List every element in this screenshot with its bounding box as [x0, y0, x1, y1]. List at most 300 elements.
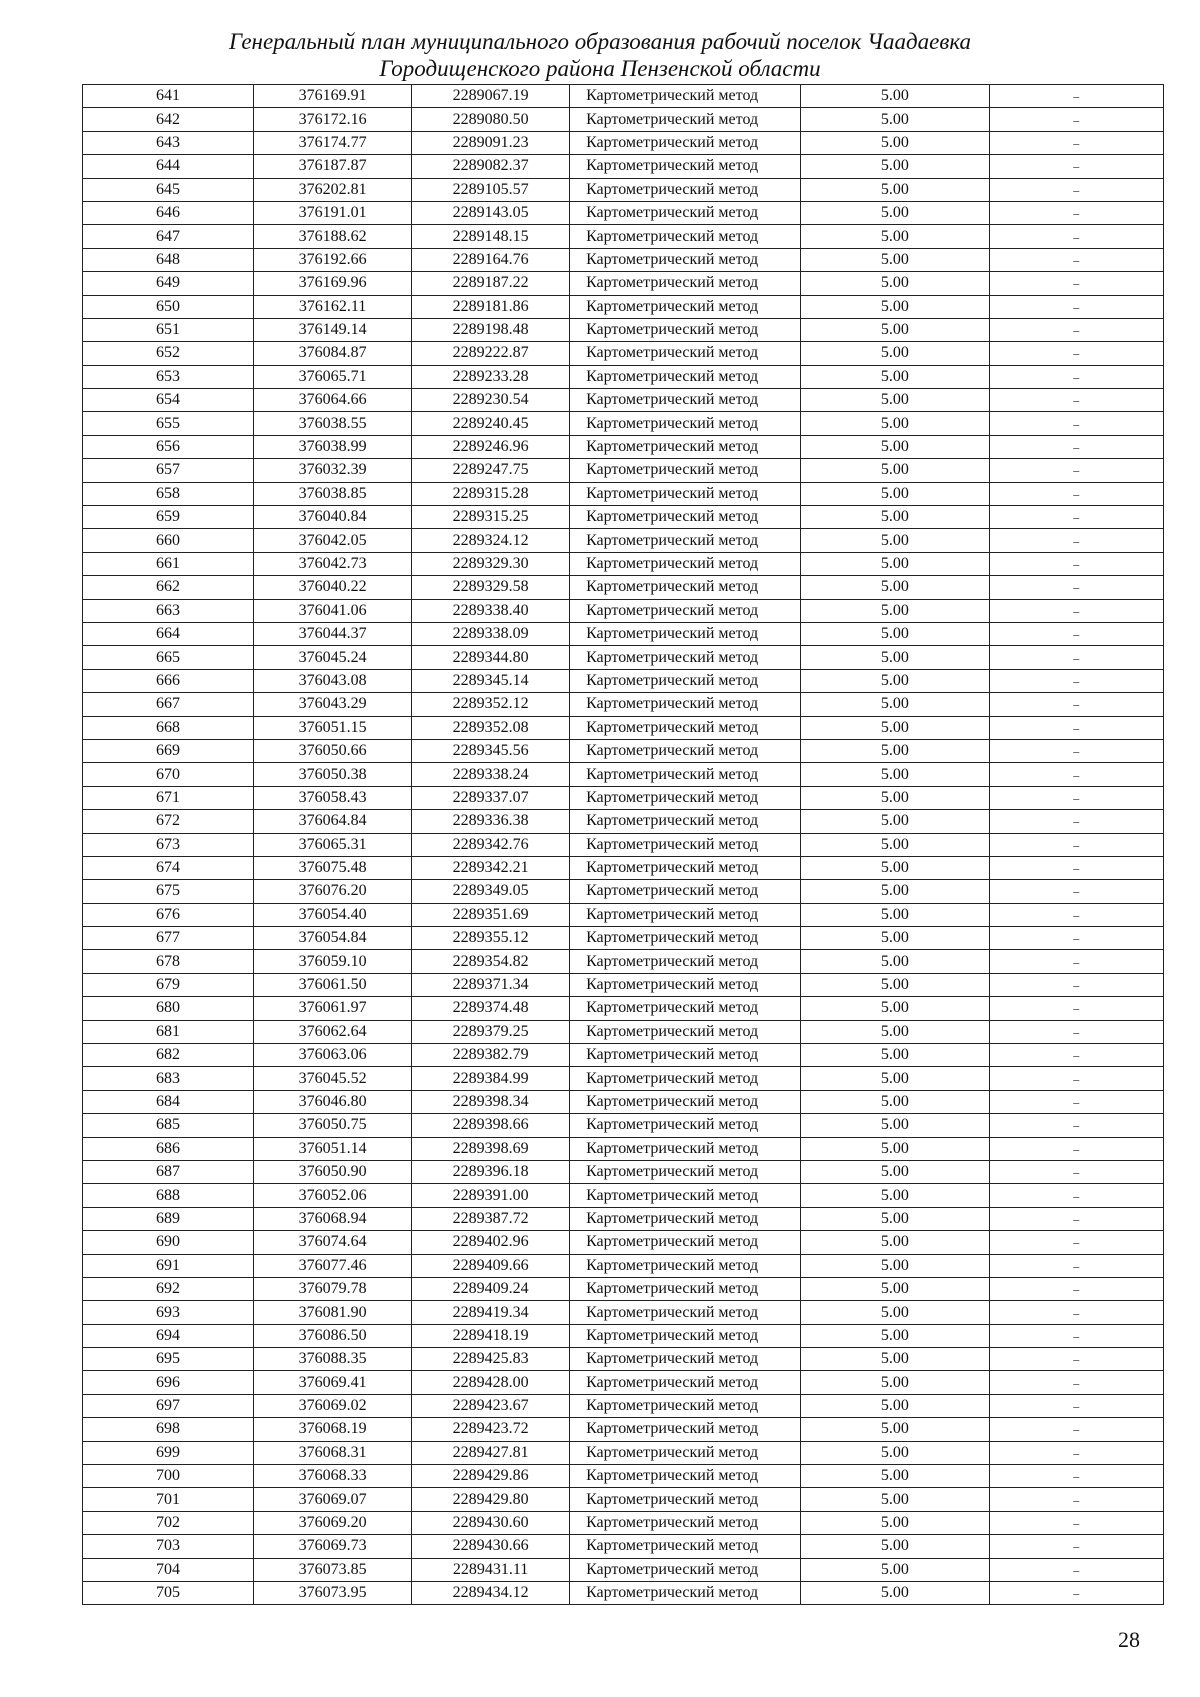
- x-coordinate-cell: 376051.15: [254, 716, 412, 739]
- method-cell: Картометрический метод: [570, 880, 801, 903]
- y-coordinate-cell: 2289181.86: [412, 295, 570, 318]
- table-row: [83, 576, 1164, 599]
- accuracy-cell: 5.00: [801, 529, 990, 552]
- point-number-cell: 664: [83, 622, 254, 645]
- point-number-cell: 653: [83, 365, 254, 388]
- table-row: [83, 810, 1164, 833]
- y-coordinate-cell: 2289434.12: [412, 1582, 570, 1605]
- y-coordinate-cell: 2289222.87: [412, 342, 570, 365]
- method-cell: Картометрический метод: [570, 1348, 801, 1371]
- point-number-cell: 642: [83, 108, 254, 131]
- note-cell: –: [989, 1511, 1163, 1534]
- table-row: [83, 1465, 1164, 1488]
- note-cell: –: [989, 412, 1163, 435]
- point-number-cell: 699: [83, 1441, 254, 1464]
- y-coordinate-cell: 2289082.37: [412, 155, 570, 178]
- y-coordinate-cell: 2289352.08: [412, 716, 570, 739]
- x-coordinate-cell: 376050.75: [254, 1114, 412, 1137]
- x-coordinate-cell: 376058.43: [254, 786, 412, 809]
- point-number-cell: 666: [83, 669, 254, 692]
- table-row: [83, 903, 1164, 926]
- method-cell: Картометрический метод: [570, 833, 801, 856]
- note-cell: –: [989, 225, 1163, 248]
- y-coordinate-cell: 2289429.86: [412, 1465, 570, 1488]
- table-row: [83, 1184, 1164, 1207]
- table-row: [83, 178, 1164, 201]
- note-cell: –: [989, 85, 1163, 108]
- table-row: [83, 1371, 1164, 1394]
- accuracy-cell: 5.00: [801, 1465, 990, 1488]
- y-coordinate-cell: 2289423.72: [412, 1418, 570, 1441]
- method-cell: Картометрический метод: [570, 1441, 801, 1464]
- method-cell: Картометрический метод: [570, 599, 801, 622]
- x-coordinate-cell: 376044.37: [254, 622, 412, 645]
- point-number-cell: 700: [83, 1465, 254, 1488]
- note-cell: –: [989, 1067, 1163, 1090]
- accuracy-cell: 5.00: [801, 1020, 990, 1043]
- table-row: [83, 1114, 1164, 1137]
- note-cell: –: [989, 529, 1163, 552]
- note-cell: –: [989, 1535, 1163, 1558]
- table-row: [83, 552, 1164, 575]
- table-row: [83, 669, 1164, 692]
- point-number-cell: 697: [83, 1394, 254, 1417]
- note-cell: –: [989, 646, 1163, 669]
- method-cell: Картометрический метод: [570, 903, 801, 926]
- method-cell: Картометрический метод: [570, 1488, 801, 1511]
- point-number-cell: 687: [83, 1160, 254, 1183]
- note-cell: –: [989, 599, 1163, 622]
- table-row: [83, 646, 1164, 669]
- point-number-cell: 694: [83, 1324, 254, 1347]
- y-coordinate-cell: 2289187.22: [412, 272, 570, 295]
- x-coordinate-cell: 376077.46: [254, 1254, 412, 1277]
- point-number-cell: 678: [83, 950, 254, 973]
- x-coordinate-cell: 376088.35: [254, 1348, 412, 1371]
- accuracy-cell: 5.00: [801, 1371, 990, 1394]
- x-coordinate-cell: 376069.41: [254, 1371, 412, 1394]
- x-coordinate-cell: 376059.10: [254, 950, 412, 973]
- note-cell: –: [989, 1488, 1163, 1511]
- method-cell: Картометрический метод: [570, 927, 801, 950]
- table-row: [83, 1582, 1164, 1605]
- table-row: [83, 85, 1164, 108]
- table-row: [83, 529, 1164, 552]
- table-row: [83, 833, 1164, 856]
- y-coordinate-cell: 2289371.34: [412, 973, 570, 996]
- x-coordinate-cell: 376068.19: [254, 1418, 412, 1441]
- y-coordinate-cell: 2289428.00: [412, 1371, 570, 1394]
- point-number-cell: 662: [83, 576, 254, 599]
- method-cell: Картометрический метод: [570, 763, 801, 786]
- point-number-cell: 679: [83, 973, 254, 996]
- table-row: [83, 1535, 1164, 1558]
- method-cell: Картометрический метод: [570, 552, 801, 575]
- y-coordinate-cell: 2289418.19: [412, 1324, 570, 1347]
- accuracy-cell: 5.00: [801, 1184, 990, 1207]
- note-cell: –: [989, 108, 1163, 131]
- accuracy-cell: 5.00: [801, 1511, 990, 1534]
- x-coordinate-cell: 376041.06: [254, 599, 412, 622]
- accuracy-cell: 5.00: [801, 739, 990, 762]
- y-coordinate-cell: 2289230.54: [412, 389, 570, 412]
- accuracy-cell: 5.00: [801, 552, 990, 575]
- table-row: [83, 1394, 1164, 1417]
- note-cell: –: [989, 669, 1163, 692]
- accuracy-cell: 5.00: [801, 1067, 990, 1090]
- x-coordinate-cell: 376052.06: [254, 1184, 412, 1207]
- x-coordinate-cell: 376043.08: [254, 669, 412, 692]
- method-cell: Картометрический метод: [570, 342, 801, 365]
- table-row: [83, 1301, 1164, 1324]
- accuracy-cell: 5.00: [801, 833, 990, 856]
- x-coordinate-cell: 376068.31: [254, 1441, 412, 1464]
- x-coordinate-cell: 376187.87: [254, 155, 412, 178]
- x-coordinate-cell: 376051.14: [254, 1137, 412, 1160]
- method-cell: Картометрический метод: [570, 1511, 801, 1534]
- point-number-cell: 665: [83, 646, 254, 669]
- note-cell: –: [989, 880, 1163, 903]
- note-cell: –: [989, 295, 1163, 318]
- point-number-cell: 698: [83, 1418, 254, 1441]
- method-cell: Картометрический метод: [570, 178, 801, 201]
- x-coordinate-cell: 376086.50: [254, 1324, 412, 1347]
- x-coordinate-cell: 376068.33: [254, 1465, 412, 1488]
- method-cell: Картометрический метод: [570, 155, 801, 178]
- method-cell: Картометрический метод: [570, 1184, 801, 1207]
- note-cell: –: [989, 1207, 1163, 1230]
- y-coordinate-cell: 2289430.60: [412, 1511, 570, 1534]
- note-cell: –: [989, 716, 1163, 739]
- accuracy-cell: 5.00: [801, 622, 990, 645]
- method-cell: Картометрический метод: [570, 1277, 801, 1300]
- note-cell: –: [989, 272, 1163, 295]
- table-row: [83, 108, 1164, 131]
- header-title-line-1: Генеральный план муниципального образования рабочий поселок Чаадаевка: [228, 29, 972, 54]
- y-coordinate-cell: 2289431.11: [412, 1558, 570, 1581]
- table-row: [83, 1558, 1164, 1581]
- x-coordinate-cell: 376064.66: [254, 389, 412, 412]
- note-cell: –: [989, 973, 1163, 996]
- point-number-cell: 663: [83, 599, 254, 622]
- point-number-cell: 669: [83, 739, 254, 762]
- method-cell: Картометрический метод: [570, 1137, 801, 1160]
- table-row: [83, 1277, 1164, 1300]
- accuracy-cell: 5.00: [801, 1090, 990, 1113]
- accuracy-cell: 5.00: [801, 669, 990, 692]
- point-number-cell: 691: [83, 1254, 254, 1277]
- point-number-cell: 703: [83, 1535, 254, 1558]
- x-coordinate-cell: 376069.07: [254, 1488, 412, 1511]
- point-number-cell: 672: [83, 810, 254, 833]
- y-coordinate-cell: 2289315.28: [412, 482, 570, 505]
- y-coordinate-cell: 2289105.57: [412, 178, 570, 201]
- point-number-cell: 677: [83, 927, 254, 950]
- note-cell: –: [989, 155, 1163, 178]
- accuracy-cell: 5.00: [801, 318, 990, 341]
- accuracy-cell: 5.00: [801, 389, 990, 412]
- point-number-cell: 652: [83, 342, 254, 365]
- table-row: [83, 1137, 1164, 1160]
- y-coordinate-cell: 2289355.12: [412, 927, 570, 950]
- y-coordinate-cell: 2289342.76: [412, 833, 570, 856]
- table-row: [83, 201, 1164, 224]
- point-number-cell: 655: [83, 412, 254, 435]
- note-cell: –: [989, 997, 1163, 1020]
- accuracy-cell: 5.00: [801, 1301, 990, 1324]
- x-coordinate-cell: 376054.40: [254, 903, 412, 926]
- x-coordinate-cell: 376045.52: [254, 1067, 412, 1090]
- note-cell: –: [989, 1160, 1163, 1183]
- method-cell: Картометрический метод: [570, 529, 801, 552]
- x-coordinate-cell: 376068.94: [254, 1207, 412, 1230]
- y-coordinate-cell: 2289336.38: [412, 810, 570, 833]
- table-row: [83, 1418, 1164, 1441]
- coordinates-table: [82, 84, 1164, 1605]
- table-row: [83, 1511, 1164, 1534]
- accuracy-cell: 5.00: [801, 1535, 990, 1558]
- point-number-cell: 683: [83, 1067, 254, 1090]
- accuracy-cell: 5.00: [801, 856, 990, 879]
- page-number: 28: [1118, 1627, 1140, 1652]
- point-number-cell: 668: [83, 716, 254, 739]
- method-cell: Картометрический метод: [570, 669, 801, 692]
- y-coordinate-cell: 2289080.50: [412, 108, 570, 131]
- point-number-cell: 648: [83, 248, 254, 271]
- table-row: [83, 131, 1164, 154]
- y-coordinate-cell: 2289349.05: [412, 880, 570, 903]
- note-cell: –: [989, 459, 1163, 482]
- x-coordinate-cell: 376038.99: [254, 435, 412, 458]
- y-coordinate-cell: 2289329.58: [412, 576, 570, 599]
- table-row: [83, 482, 1164, 505]
- note-cell: –: [989, 1184, 1163, 1207]
- y-coordinate-cell: 2289409.24: [412, 1277, 570, 1300]
- note-cell: –: [989, 576, 1163, 599]
- table-row: [83, 973, 1164, 996]
- x-coordinate-cell: 376040.84: [254, 506, 412, 529]
- note-cell: –: [989, 763, 1163, 786]
- note-cell: –: [989, 1441, 1163, 1464]
- point-number-cell: 690: [83, 1231, 254, 1254]
- table-row: [83, 435, 1164, 458]
- method-cell: Картометрический метод: [570, 950, 801, 973]
- point-number-cell: 695: [83, 1348, 254, 1371]
- method-cell: Картометрический метод: [570, 272, 801, 295]
- note-cell: –: [989, 927, 1163, 950]
- x-coordinate-cell: 376065.31: [254, 833, 412, 856]
- point-number-cell: 689: [83, 1207, 254, 1230]
- method-cell: Картометрический метод: [570, 622, 801, 645]
- x-coordinate-cell: 376075.48: [254, 856, 412, 879]
- y-coordinate-cell: 2289315.25: [412, 506, 570, 529]
- table-row: [83, 1348, 1164, 1371]
- table-row: [83, 389, 1164, 412]
- y-coordinate-cell: 2289354.82: [412, 950, 570, 973]
- note-cell: –: [989, 342, 1163, 365]
- method-cell: Картометрический метод: [570, 739, 801, 762]
- point-number-cell: 671: [83, 786, 254, 809]
- method-cell: Картометрический метод: [570, 108, 801, 131]
- note-cell: –: [989, 365, 1163, 388]
- table-row: [83, 342, 1164, 365]
- table-row: [83, 739, 1164, 762]
- y-coordinate-cell: 2289384.99: [412, 1067, 570, 1090]
- method-cell: Картометрический метод: [570, 412, 801, 435]
- y-coordinate-cell: 2289337.07: [412, 786, 570, 809]
- x-coordinate-cell: 376046.80: [254, 1090, 412, 1113]
- y-coordinate-cell: 2289338.24: [412, 763, 570, 786]
- method-cell: Картометрический метод: [570, 646, 801, 669]
- y-coordinate-cell: 2289067.19: [412, 85, 570, 108]
- table-row: [83, 1044, 1164, 1067]
- accuracy-cell: 5.00: [801, 1488, 990, 1511]
- point-number-cell: 654: [83, 389, 254, 412]
- x-coordinate-cell: 376061.97: [254, 997, 412, 1020]
- y-coordinate-cell: 2289329.30: [412, 552, 570, 575]
- x-coordinate-cell: 376065.71: [254, 365, 412, 388]
- accuracy-cell: 5.00: [801, 997, 990, 1020]
- table-row: [83, 318, 1164, 341]
- method-cell: Картометрический метод: [570, 1231, 801, 1254]
- y-coordinate-cell: 2289198.48: [412, 318, 570, 341]
- accuracy-cell: 5.00: [801, 1207, 990, 1230]
- note-cell: –: [989, 786, 1163, 809]
- x-coordinate-cell: 376061.50: [254, 973, 412, 996]
- y-coordinate-cell: 2289430.66: [412, 1535, 570, 1558]
- note-cell: –: [989, 435, 1163, 458]
- point-number-cell: 661: [83, 552, 254, 575]
- point-number-cell: 675: [83, 880, 254, 903]
- method-cell: Картометрический метод: [570, 1090, 801, 1113]
- method-cell: Картометрический метод: [570, 1418, 801, 1441]
- method-cell: Картометрический метод: [570, 576, 801, 599]
- y-coordinate-cell: 2289396.18: [412, 1160, 570, 1183]
- method-cell: Картометрический метод: [570, 1160, 801, 1183]
- table-row: [83, 1067, 1164, 1090]
- note-cell: –: [989, 201, 1163, 224]
- table-row: [83, 248, 1164, 271]
- table-row: [83, 856, 1164, 879]
- y-coordinate-cell: 2289091.23: [412, 131, 570, 154]
- y-coordinate-cell: 2289427.81: [412, 1441, 570, 1464]
- accuracy-cell: 5.00: [801, 786, 990, 809]
- y-coordinate-cell: 2289409.66: [412, 1254, 570, 1277]
- accuracy-cell: 5.00: [801, 155, 990, 178]
- note-cell: –: [989, 552, 1163, 575]
- accuracy-cell: 5.00: [801, 1160, 990, 1183]
- accuracy-cell: 5.00: [801, 365, 990, 388]
- y-coordinate-cell: 2289398.69: [412, 1137, 570, 1160]
- x-coordinate-cell: 376050.38: [254, 763, 412, 786]
- note-cell: –: [989, 1418, 1163, 1441]
- note-cell: –: [989, 1371, 1163, 1394]
- method-cell: Картометрический метод: [570, 693, 801, 716]
- accuracy-cell: 5.00: [801, 459, 990, 482]
- method-cell: Картометрический метод: [570, 1207, 801, 1230]
- method-cell: Картометрический метод: [570, 1371, 801, 1394]
- note-cell: –: [989, 131, 1163, 154]
- table-row: [83, 1324, 1164, 1347]
- table-row: [83, 763, 1164, 786]
- note-cell: –: [989, 1090, 1163, 1113]
- note-cell: –: [989, 950, 1163, 973]
- y-coordinate-cell: 2289233.28: [412, 365, 570, 388]
- table-row: [83, 1254, 1164, 1277]
- x-coordinate-cell: 376038.55: [254, 412, 412, 435]
- table-row: [83, 295, 1164, 318]
- note-cell: –: [989, 1348, 1163, 1371]
- point-number-cell: 670: [83, 763, 254, 786]
- x-coordinate-cell: 376202.81: [254, 178, 412, 201]
- x-coordinate-cell: 376032.39: [254, 459, 412, 482]
- x-coordinate-cell: 376064.84: [254, 810, 412, 833]
- point-number-cell: 647: [83, 225, 254, 248]
- method-cell: Картометрический метод: [570, 856, 801, 879]
- point-number-cell: 643: [83, 131, 254, 154]
- point-number-cell: 704: [83, 1558, 254, 1581]
- method-cell: Картометрический метод: [570, 131, 801, 154]
- point-number-cell: 656: [83, 435, 254, 458]
- x-coordinate-cell: 376042.05: [254, 529, 412, 552]
- point-number-cell: 657: [83, 459, 254, 482]
- method-cell: Картометрический метод: [570, 1254, 801, 1277]
- method-cell: Картометрический метод: [570, 225, 801, 248]
- y-coordinate-cell: 2289352.12: [412, 693, 570, 716]
- note-cell: –: [989, 1114, 1163, 1137]
- point-number-cell: 684: [83, 1090, 254, 1113]
- table-row: [83, 365, 1164, 388]
- note-cell: –: [989, 739, 1163, 762]
- note-cell: –: [989, 248, 1163, 271]
- y-coordinate-cell: 2289398.66: [412, 1114, 570, 1137]
- accuracy-cell: 5.00: [801, 248, 990, 271]
- table-row: [83, 412, 1164, 435]
- accuracy-cell: 5.00: [801, 576, 990, 599]
- note-cell: –: [989, 389, 1163, 412]
- y-coordinate-cell: 2289387.72: [412, 1207, 570, 1230]
- point-number-cell: 660: [83, 529, 254, 552]
- point-number-cell: 658: [83, 482, 254, 505]
- note-cell: –: [989, 1465, 1163, 1488]
- accuracy-cell: 5.00: [801, 950, 990, 973]
- x-coordinate-cell: 376076.20: [254, 880, 412, 903]
- method-cell: Картометрический метод: [570, 1535, 801, 1558]
- note-cell: –: [989, 1324, 1163, 1347]
- accuracy-cell: 5.00: [801, 1044, 990, 1067]
- method-cell: Картометрический метод: [570, 810, 801, 833]
- method-cell: Картометрический метод: [570, 85, 801, 108]
- x-coordinate-cell: 376162.11: [254, 295, 412, 318]
- note-cell: –: [989, 482, 1163, 505]
- x-coordinate-cell: 376043.29: [254, 693, 412, 716]
- point-number-cell: 667: [83, 693, 254, 716]
- accuracy-cell: 5.00: [801, 693, 990, 716]
- point-number-cell: 688: [83, 1184, 254, 1207]
- y-coordinate-cell: 2289345.14: [412, 669, 570, 692]
- accuracy-cell: 5.00: [801, 903, 990, 926]
- note-cell: –: [989, 1582, 1163, 1605]
- note-cell: –: [989, 1394, 1163, 1417]
- y-coordinate-cell: 2289342.21: [412, 856, 570, 879]
- method-cell: Картометрический метод: [570, 1114, 801, 1137]
- accuracy-cell: 5.00: [801, 1114, 990, 1137]
- point-number-cell: 692: [83, 1277, 254, 1300]
- table-row: [83, 459, 1164, 482]
- accuracy-cell: 5.00: [801, 763, 990, 786]
- x-coordinate-cell: 376079.78: [254, 1277, 412, 1300]
- point-number-cell: 701: [83, 1488, 254, 1511]
